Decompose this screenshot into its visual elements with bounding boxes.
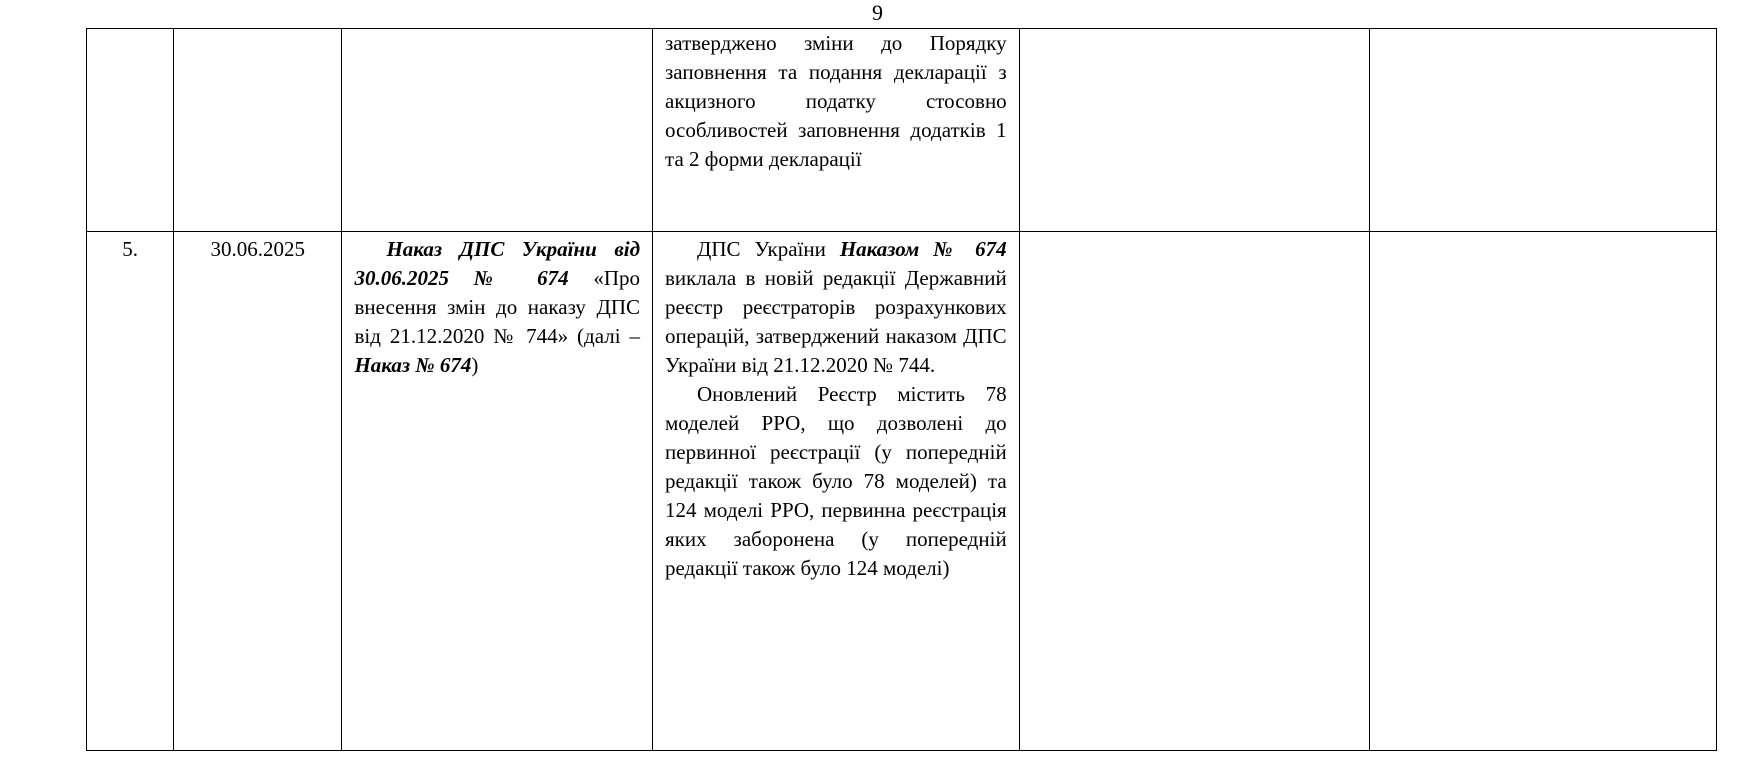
cell-date xyxy=(174,232,342,751)
cell-document xyxy=(342,29,653,232)
document-close: ) xyxy=(471,353,479,377)
document-table xyxy=(86,28,1717,751)
row-number: 5. xyxy=(122,237,138,261)
description-paragraph: Оновлений Реєстр містить 78 моделей РРО, що дозволені до первинної реєстрації (у попередній редакції також було 78 моделей) та 124 моделі РРО, первинна реєстрація яких заборонена (у попередній редакції також було 124 моделі) xyxy=(665,382,1007,580)
document-short-name: Наказ № 674 xyxy=(354,353,472,377)
cell-number xyxy=(87,29,174,232)
cell-empty-5 xyxy=(1019,232,1370,751)
cell-empty-5 xyxy=(1019,29,1370,232)
document-title-bold: Наказ ДПС України від 30.06.2025 № 674 xyxy=(354,237,641,290)
cell-description xyxy=(653,232,1020,751)
cell-description xyxy=(653,29,1020,232)
description-p1-start: ДПС України xyxy=(697,237,840,261)
page-number: 9 xyxy=(872,0,883,25)
description-paragraph xyxy=(665,235,1007,380)
document-title xyxy=(354,235,640,380)
description-paragraph: затверджено зміни до Порядку заповнення та подання декларації з акцизного податку стосовно особливостей заповнення додатків 1 та 2 форми декларації xyxy=(665,31,1007,171)
row-date: 30.06.2025 xyxy=(210,237,306,261)
document-title-rest: «Про внесення змін до наказу ДПС від 21.12.2020 № 744» (далі – xyxy=(354,266,641,348)
table-row xyxy=(87,29,1717,232)
table-row xyxy=(87,232,1717,751)
description-p1-rest: виклала в новій редакції Державний реєстр реєстраторів розрахункових операцій, затверджений наказом ДПС України від 21.12.2020 № 744. xyxy=(665,266,1007,377)
cell-date xyxy=(174,29,342,232)
cell-number xyxy=(87,232,174,751)
cell-empty-6 xyxy=(1370,29,1717,232)
cell-document xyxy=(342,232,653,751)
description-p1-bold: Наказом № 674 xyxy=(839,237,1007,261)
cell-empty-6 xyxy=(1370,232,1717,751)
